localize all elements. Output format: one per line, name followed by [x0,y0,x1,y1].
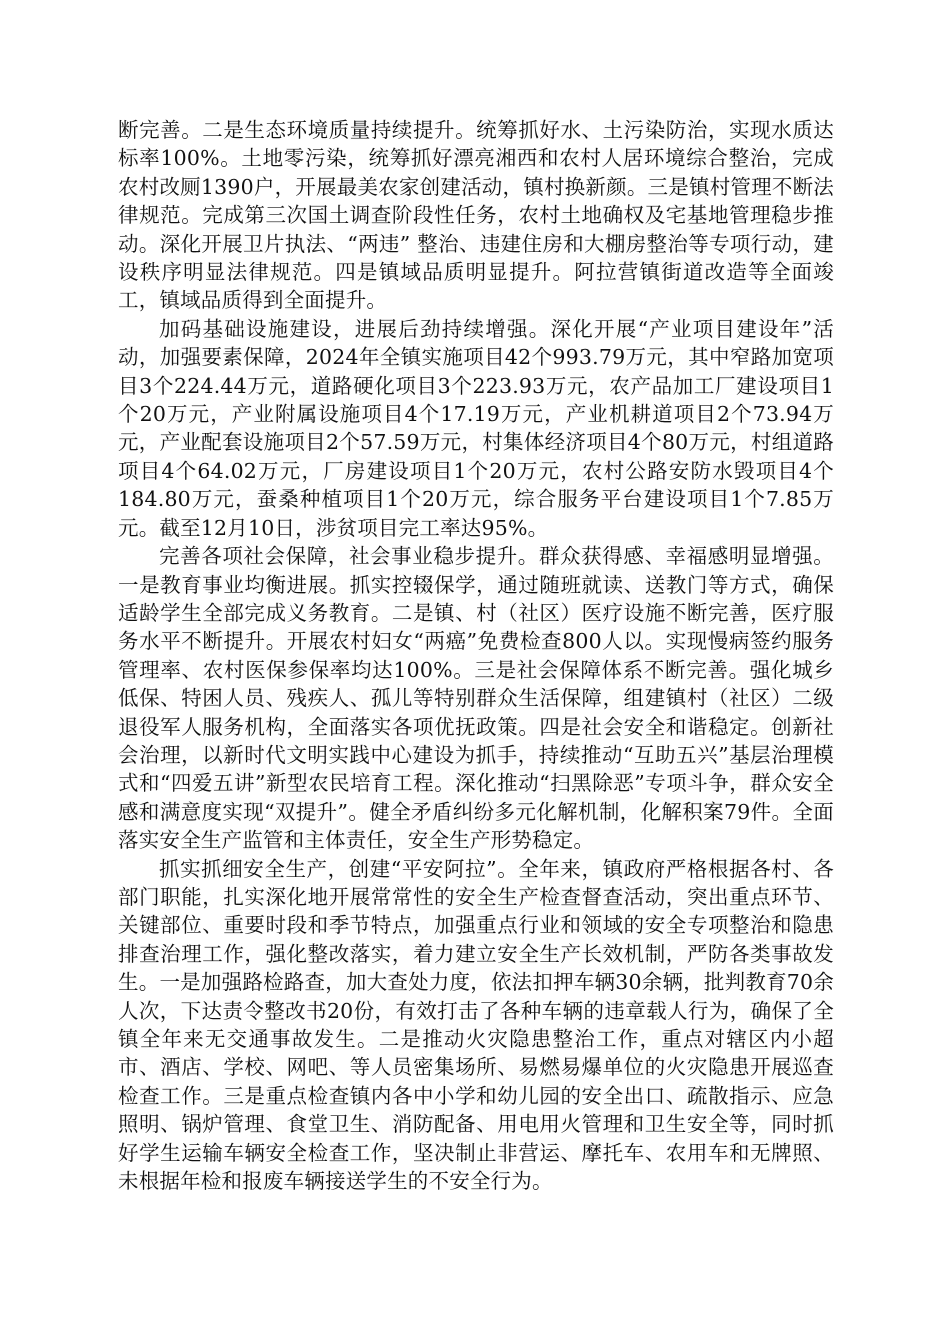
paragraph-infrastructure: 加码基础设施建设，进展后劲持续增强。深化开展“产业项目建设年”活动，加强要素保障，2024年全镇实施项目42个993.79万元，其中窄路加宽项目3个224.44万元，道路硬化项目3个223.93万元，农产品加工厂建设项目1个20万元，产业附属设施项目4个17.19万元，产业机耕道项目2个73.94万元，产业配套设施项目2个57.59万元，村集体经济项目4个80万元，村组道路项目4个64.02万元，厂房建设项目1个20万元，农村公路安防水毁项目4个184.80万元，蚕桑种植项目1个20万元，综合服务平台建设项目1个7.85万元。截至12月10日，涉贫项目完工率达95%。 [118,316,834,540]
document-page [118,116,834,1195]
paragraph-environment: 断完善。二是生态环境质量持续提升。统筹抓好水、土污染防治，实现水质达标率100%。土地零污染，统筹抓好漂亮湘西和农村人居环境综合整治，完成农村改厕1390户，开展最美农家创建活动，镇村换新颜。三是镇村管理不断法律规范。完成第三次国土调查阶段性任务，农村土地确权及宅基地管理稳步推动。深化开展卫片执法、“两违” 整治、违建住房和大棚房整治等专项行动，建设秩序明显法律规范。四是镇域品质明显提升。阿拉营镇街道改造等全面竣工，镇域品质得到全面提升。 [118,118,834,313]
paragraph-social-security: 完善各项社会保障，社会事业稳步提升。群众获得感、幸福感明显增强。一是教育事业均衡进展。抓实控辍保学，通过随班就读、送教门等方式，确保适龄学生全部完成义务教育。二是镇、村（社区）医疗设施不断完善，医疗服务水平不断提升。开展农村妇女“两癌”免费检查800人以。实现慢病签约服务管理率、农村医保参保率均达100%。三是社会保障体系不断完善。强化城乡低保、特困人员、残疾人、孤儿等特别群众生活保障，组建镇村（社区）二级退役军人服务机构，全面落实各项优抚政策。四是社会安全和谐稳定。创新社会治理，以新时代文明实践中心建设为抓手，持续推动“互助五兴”基层治理模式和“四爱五讲”新型农民培育工程。深化推动“扫黑除恶”专项斗争，群众安全感和满意度实现“双提升”。健全矛盾纠纷多元化解机制，化解积案79件。全面落实安全生产监管和主体责任，安全生产形势稳定。 [118,544,834,853]
paragraph-safety-production: 抓实抓细安全生产，创建“平安阿拉”。全年来，镇政府严格根据各村、各部门职能，扎实深化地开展常常性的安全生产检查督查活动，突出重点环节、关键部位、重要时段和季节特点，加强重点行业和领域的安全专项整治和隐患排查治理工作，强化整改落实，着力建立安全生产长效机制，严防各类事故发生。一是加强路检路查，加大查处力度，依法扣押车辆30余辆，批判教育70余人次，下达责令整改书20份，有效打击了各种车辆的违章载人行为，确保了全镇全年来无交通事故发生。二是推动火灾隐患整治工作，重点对辖区内小超市、酒店、学校、网吧、等人员密集场所、易燃易爆单位的火灾隐患开展巡查检查工作。三是重点检查镇内各中小学和幼儿园的安全出口、疏散指示、应急照明、锅炉管理、食堂卫生、消防配备、用电用火管理和卫生安全等，同时抓好学生运输车辆安全检查工作，坚决制止非营运、摩托车、农用车和无牌照、未根据年检和报废车辆接送学生的不安全行为。 [118,856,834,1194]
